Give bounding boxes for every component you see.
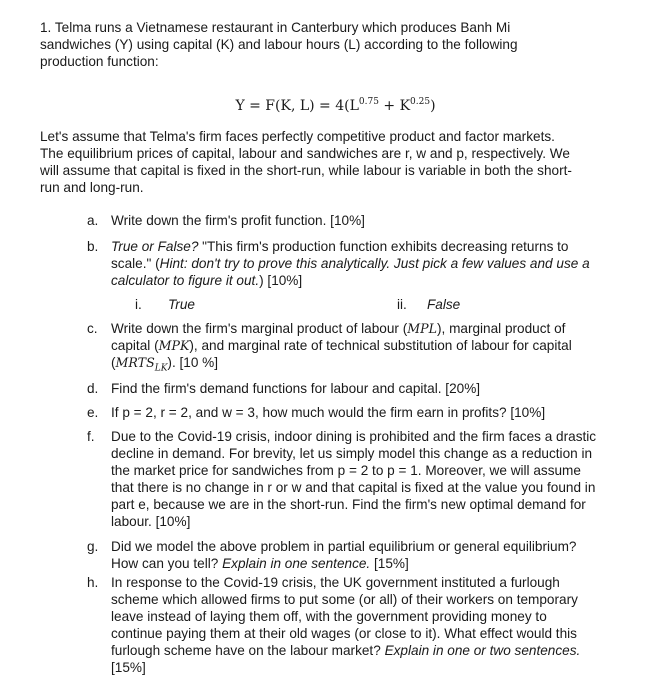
part-d-text: Find the firm's demand functions for labour and capital. [20%]	[111, 381, 481, 396]
formula-exponent-capital: 0.25	[410, 97, 431, 107]
part-g-question: Did we model the above problem in partial equilibrium or general equilibrium? How can you tell?	[111, 539, 577, 571]
part-g-instruction: Explain in one sentence.	[222, 556, 371, 571]
part-a-label: a.	[87, 213, 99, 228]
part-h-text	[111, 574, 597, 676]
assumptions-paragraph: Let's assume that Telma's firm faces perfectly competitive product and factor markets. The equilibrium prices of capital, labour and sandwiches are r, w and p, respectively. We will assume that capital is fixed in the short-run, while labour is variable in both the short-run and long-run.	[40, 129, 572, 195]
part-b-label: b.	[87, 239, 99, 254]
part-e-text: If p = 2, r = 2, and w = 3, how much would the firm earn in profits? [10%]	[111, 405, 546, 420]
option-false: False	[427, 297, 461, 312]
part-b-options	[135, 296, 555, 313]
part-a-text: Write down the firm's profit function. [10%]	[111, 213, 365, 228]
part-c-text-3: ), and marginal rate of technical substitution of labour for capital (	[111, 338, 572, 370]
part-b-statement: "This firm's production function exhibits decreasing returns to scale." (	[111, 239, 569, 271]
part-e-label: e.	[87, 405, 99, 420]
part-f	[87, 428, 597, 530]
part-d	[87, 380, 597, 397]
part-c-label: c.	[87, 321, 98, 336]
mrts-symbol: MRTS	[115, 355, 155, 370]
part-b-text	[111, 238, 597, 289]
option-true: True	[168, 297, 195, 312]
formula-mid: + K	[378, 98, 411, 114]
part-a	[87, 212, 597, 229]
part-g	[87, 538, 597, 572]
part-f-text: Due to the Covid-19 crisis, indoor dining is prohibited and the firm faces a drastic decline in demand. For brevity, let us simply model this change as a reduction in the market price for sandwiches from p = 2 to p = 1. Moreover, we will assume that there is no change in r or w and that capital is fixed at the value you found in part e, because we are in the short-run. Find the firm's new optimal demand for labour. [10%]	[111, 429, 597, 529]
formula-rhs: )	[430, 98, 436, 114]
part-c-text-1: Write down the firm's marginal product of labour (	[111, 321, 408, 336]
part-b-hint: Hint: don't try to prove this analytically. Just pick a few values and use a calculator to figure it out.	[111, 256, 590, 288]
part-d-label: d.	[87, 381, 99, 396]
part-h	[87, 574, 597, 676]
part-f-label: f.	[87, 429, 95, 444]
option-i-number: i.	[135, 297, 142, 312]
part-b-italic-lead: True or False?	[111, 239, 199, 254]
mrts-subscript: LK	[154, 363, 168, 374]
mpk-symbol: MPK	[158, 338, 190, 353]
formula-lhs: Y = F(K, L) = 4(L	[235, 98, 359, 114]
part-b-weight: ) [10%]	[259, 273, 303, 288]
part-g-weight: [15%]	[370, 556, 409, 571]
formula-exponent-labour: 0.75	[358, 97, 379, 107]
part-c	[87, 320, 597, 378]
part-c-text-4: ). [10 %]	[167, 355, 219, 370]
part-h-question: In response to the Covid-19 crisis, the UK government instituted a furlough scheme which allowed firms to put some (or all) of their workers on temporary leave instead of laying them off, with the government providing money to continue paying them at their old wages (or close to it). What effect would this furlough scheme have on the labour market?	[111, 575, 578, 658]
part-c-text-2: ), marginal product of capital (	[111, 321, 566, 353]
part-g-label: g.	[87, 539, 99, 554]
part-h-weight: [15%]	[111, 660, 146, 675]
production-function-formula	[0, 94, 671, 115]
part-h-instruction: Explain in one or two sentences.	[384, 643, 581, 658]
part-h-label: h.	[87, 575, 99, 590]
question-intro: 1. Telma runs a Vietnamese restaurant in Canterbury which produces Banh Mi sandwiches (Y) using capital (K) and labour hours (L) according to the following production function:	[40, 20, 518, 69]
part-c-text	[111, 320, 597, 378]
part-b	[87, 238, 597, 289]
mpl-symbol: MPL	[407, 321, 437, 336]
part-e	[87, 404, 597, 421]
option-ii-number: ii.	[397, 297, 407, 312]
part-g-text	[111, 538, 597, 572]
